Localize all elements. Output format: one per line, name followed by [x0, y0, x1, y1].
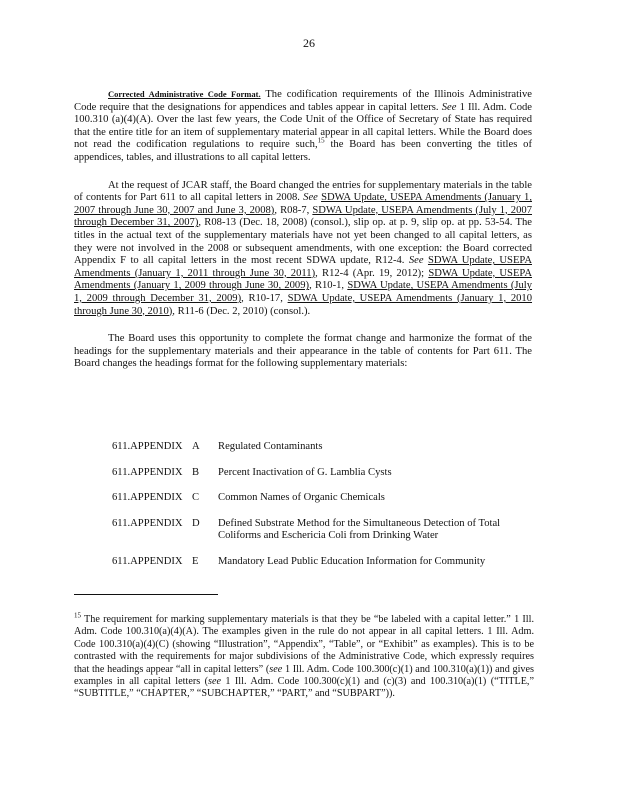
paragraph-format-change: The Board uses this opportunity to complete the format change and harmonize the format of the headings for the supplementary materials and their appearance in the table of contents for Part 611. The Board changes the headings format for the following supplementary materials: — [74, 333, 532, 370]
case-citation: SDWA Update, USEPA Amendments (January 1, 2010 through June 30, 2010) — [74, 292, 533, 317]
appendix-title: Defined Substrate Method for the Simultaneous Detection of Total Coliforms and Eschericia Coli from Drinking Water — [218, 517, 501, 542]
page-number: 26 — [303, 36, 315, 50]
appendix-letter: E — [192, 555, 199, 567]
appendix-letter: D — [192, 517, 200, 529]
case-citation: SDWA Update, USEPA Amendments (January 1, 2007 through June 30, 2007 and June 3, 2008) — [74, 192, 533, 216]
appendix-row — [112, 518, 534, 556]
appendix-letter: B — [192, 466, 200, 478]
case-citation: SDWA Update, USEPA Amendments (July 1, 2007 through December 31, 2007) — [74, 204, 532, 229]
appendix-row — [112, 467, 534, 493]
appendix-row — [112, 556, 534, 582]
appendix-title: Percent Inactivation of G. Lamblia Cysts — [218, 466, 392, 478]
footnote-reference: 15 — [317, 136, 325, 145]
footnote: $^{15}$ The requirement for marking supplementary materials is that they be “be labeled with a capital letter.” 1 Ill. Adm. Code 100.310(a)(4)(A). The examples given in the rule do not appear in all capital letters. 1 Ill. Adm. Code 100.310(a)(4)(C) (showing “Illustration”, “Appendix”, “Table”, or “Exhibit” as examples). This is to be contrasted with the requirements for major subdivisions of the Administrative Code, which expressly requires that the headings appear “all in capital letters” (see 1 Ill. Adm. Code 100.300(c)(1) and 100.310(a)(1)) and gives examples in all capital letters (see 1 Ill. Adm. Code 100.300(c)(1) and (c)(3) and 100.310(a)(1) (“TITLE,” “SUBTITLE,” “CHAPTER,” “SUBCHAPTER,” “PART,” and “SUBPART”)). — [74, 611, 534, 700]
footnote-divider — [74, 594, 218, 595]
case-citation: SDWA Update, USEPA Amendments (July 1, 2009 through December 31, 2009) — [74, 280, 533, 304]
case-citation: SDWA Update, USEPA Amendments (January 1, 2011 through June 30, 2011) — [74, 255, 532, 279]
appendix-letter: A — [192, 441, 200, 452]
appendix-letter: C — [192, 492, 200, 504]
body-text — [74, 88, 532, 386]
appendix-title: Mandatory Lead Public Education Information for Community — [218, 555, 486, 567]
paragraph-format-correction: Corrected Administrative Code Format. The codification requirements of the Illinois Administrative Code require that the designations for appendices and tables appear in capital letters. See 1 Ill. Adm. Code 100.310 (a)(4)(A). Over the last few years, the Code Unit of the Office of Secretary of State has required that the entire title for an item of supplementary material appear in all capital letters. While the Board does not read the codification regulations to require such,$^{15}$ the Board has been converting the titles of appendices, tables, and illustrations to all capital letters. — [74, 89, 533, 163]
section-heading: Corrected Administrative Code Format. — [108, 89, 261, 99]
appendix-id: 611.APPENDIX — [112, 466, 183, 478]
appendix-id: 611.APPENDIX — [112, 492, 183, 504]
appendix-list — [112, 441, 534, 582]
appendix-id: 611.APPENDIX — [112, 441, 183, 452]
appendix-id: 611.APPENDIX — [112, 555, 183, 567]
paragraph-jcar-request: At the request of JCAR staff, the Board changed the entries for supplementary materials in the table of contents for Part 611 to all capital letters in 2008. See SDWA Update, USEPA Amendments (January 1, 2007 through June 30, 2007 and June 3, 2008), R08-7, SDWA Update, USEPA Amendments (July 1, 2007 through December 31, 2007), R08-13 (Dec. 18, 2008) (consol.), slip op. at p. 9, slip op. at pp. 53-54. The titles in the actual text of the supplementary materials have not yet been changed to all capital letters, as they were not involved in the 2008 or subsequent amendments, with one exception: the Board corrected Appendix F to all capital letters in the most recent SDWA update, R12-4. See SDWA Update, USEPA Amendments (January 1, 2011 through June 30, 2011), R12-4 (Apr. 19, 2012); SDWA Update, USEPA Amendments (January 1, 2009 through June 30, 2009), R10-1, SDWA Update, USEPA Amendments (July 1, 2009 through December 31, 2009), R10-17, SDWA Update, USEPA Amendments (January 1, 2010 through June 30, 2010), R11-6 (Dec. 2, 2010) (consol.). — [74, 179, 533, 317]
appendix-row — [112, 441, 534, 467]
appendix-title: Common Names of Organic Chemicals — [218, 492, 385, 504]
appendix-row — [112, 492, 534, 518]
appendix-title: Regulated Contaminants — [218, 441, 323, 452]
appendix-id: 611.APPENDIX — [112, 517, 183, 529]
case-citation: SDWA Update, USEPA Amendments (January 1, 2009 through June 30, 2009) — [74, 267, 532, 292]
footnote-number: 15 — [74, 611, 81, 620]
